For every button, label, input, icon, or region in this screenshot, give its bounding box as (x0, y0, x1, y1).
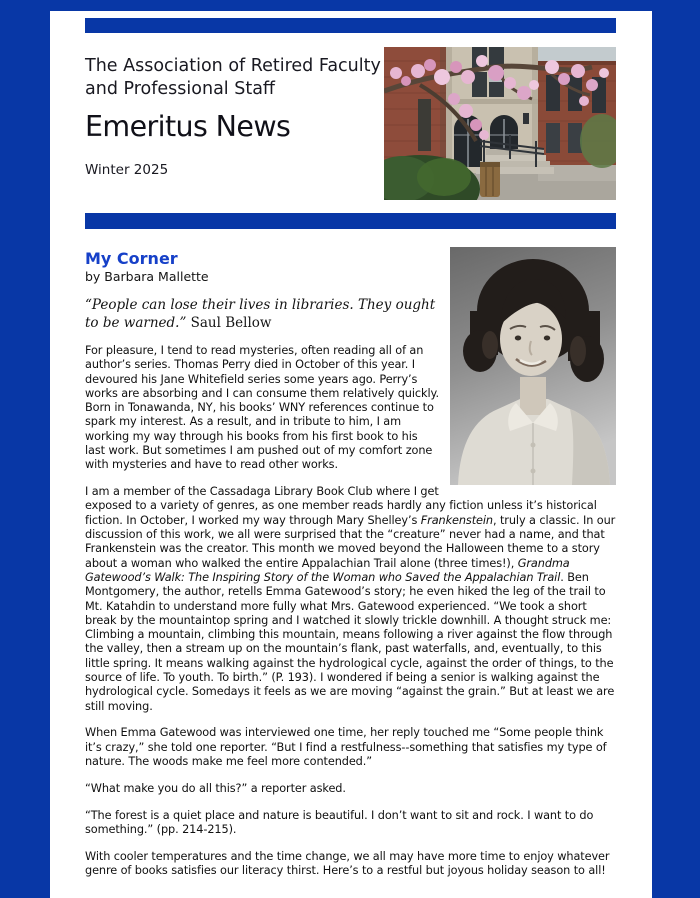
article-paragraph: I am a member of the Cassadaga Library Book Club where I get exposed to a variety of genres, as one member reads hardly any fiction unless it’s historical fiction. In October, I worked my way through Mary Shelley’s Frankenstein, truly a classic. In our discussion of this work, we all were surprised that the “creature” never had a name, and that Frankenstein was the creator. This month we moved beyond the Halloween theme to a story about a woman who walked the entire Appalachian Trail alone (three times!), Grandma Gatewood’s Walk: The Inspiring Story of the Woman who Saved the Appalachian Trail. Ben Montgomery, the author, retells Emma Gatewood’s story; he even hiked the leg of the trail to Mt. Katahdin to understand more fully what Mrs. Gatewood experienced. “We took a short break by the mountaintop spring and I watched it slowly trickle downhill. A thought struck me: Climbing a mountain, climbing this mountain, means following a river against the flow through the valley, then a stream up on the mountain’s flank, past waterfalls, and, eventually, to this little spring. It means walking against the hydrological cycle, against the order of things, to the source of life. To youth. To birth.” (P. 193). I wondered if being a senior is walking against the hydrological cycle. Somedays it feels as we are moving “against the grain.” But at least we are still moving. (85, 485, 616, 713)
campus-building-photo (384, 47, 616, 200)
portrait-illustration (450, 247, 616, 485)
article-paragraph: “What make you do all this?” a reporter asked. (85, 781, 346, 795)
issue-date: Winter 2025 (85, 162, 169, 178)
newsletter-sheet (50, 11, 652, 898)
article-my-corner (85, 247, 616, 891)
org-name: The Association of Retired Faculty and Professional Staff (85, 56, 381, 99)
article-title: My Corner (85, 249, 178, 268)
article-byline: by Barbara Mallette (85, 269, 209, 284)
article-paragraph: With cooler temperatures and the time change, we all may have more time to enjoy whatever genre of books satisfies our literacy thirst. Here’s to a restful but joyous holiday season to all! (85, 849, 610, 877)
article-paragraph: When Emma Gatewood was interviewed one time, her reply touched me “Some people think it’s crazy,” she told one reporter. “But I find a restfulness--something that satisfies my type of nature. The woods make me feel more contended.” (85, 726, 607, 769)
campus-building-illustration (384, 47, 616, 200)
article-paragraph: For pleasure, I tend to read mysteries, often reading all of an author’s series. Thomas Perry died in October of this year. I devoured his Jane Whitefield series some years ago. Perry’s works are absorbing and I can consume them relatively quickly. Born in Tonawanda, NY, his books’ WNY references continue to spark my interest. As a result, and in tribute to him, I am working my way through his books from his first book to his last work. But sometimes I am pushed out of my comfort zone with mysteries and have to read other works. (85, 344, 439, 472)
article-paragraph: “The forest is a quiet place and nature is beautiful. I don’t want to sit and rock. I want to do something.” (pp. 214-215). (85, 808, 594, 836)
newsletter-title: Emeritus News (85, 110, 291, 143)
masthead-top-rule (85, 18, 616, 33)
masthead-bottom-rule (85, 213, 616, 229)
portrait-photo (450, 247, 616, 485)
quote-text: “People can lose their lives in libraries. They ought to be warned.” (85, 297, 436, 331)
quote-attribution: Saul Bellow (186, 315, 272, 331)
